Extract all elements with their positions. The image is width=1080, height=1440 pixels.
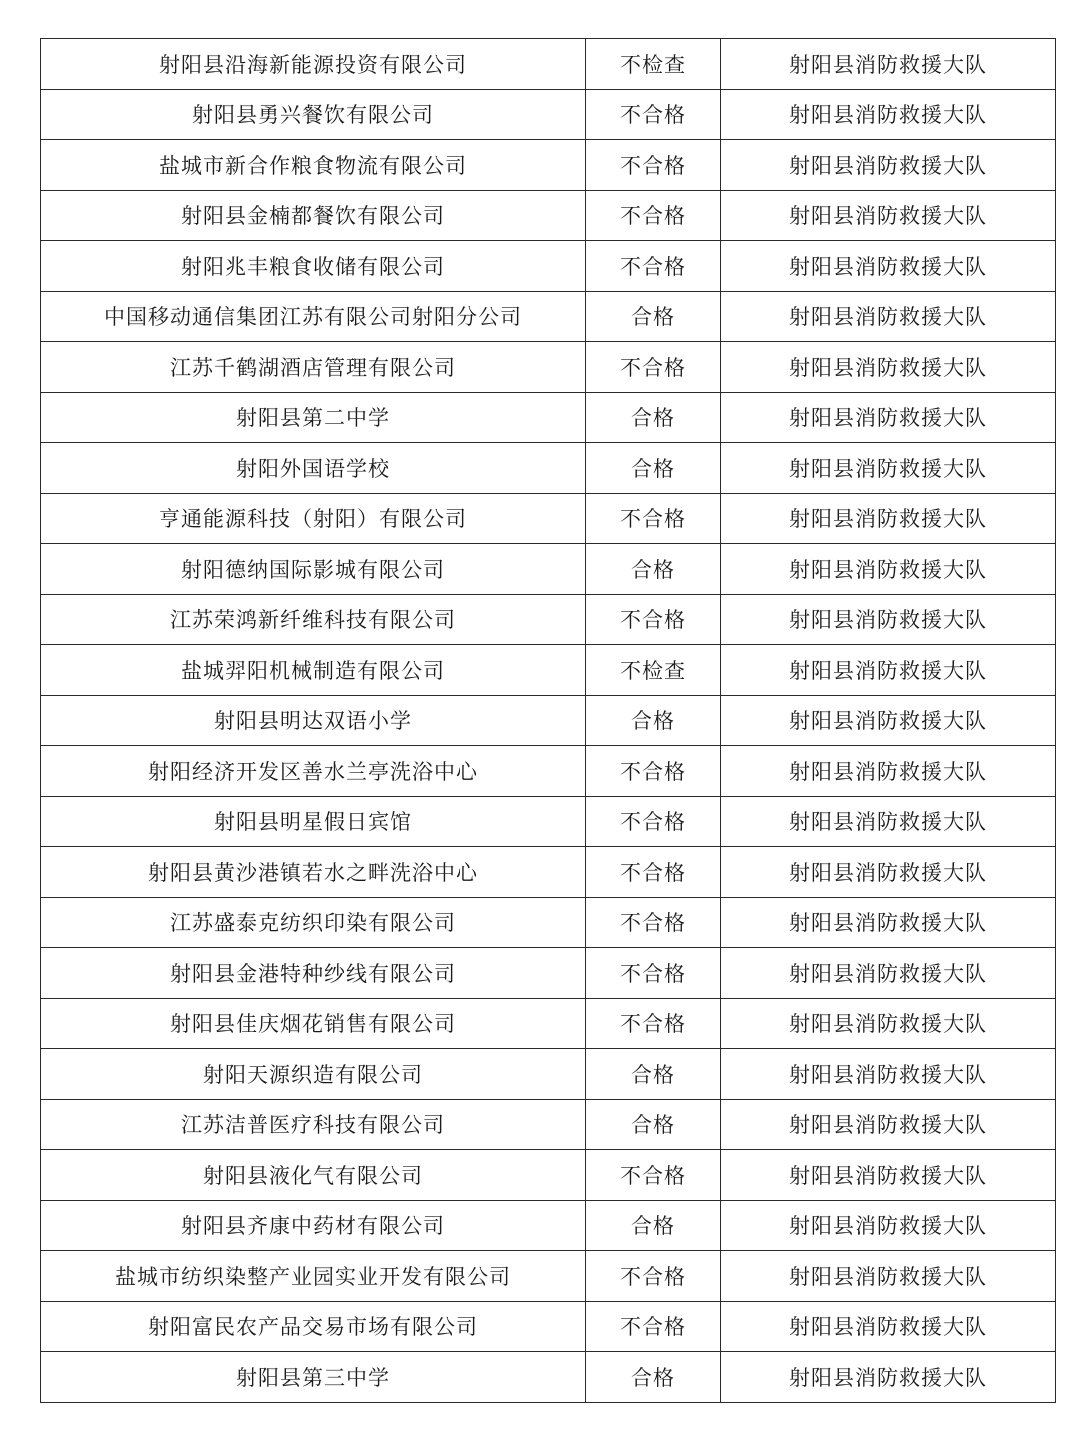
table-row [41,291,1056,342]
inspection-result-cell: 不合格 [586,998,721,1049]
inspecting-unit-cell: 射阳县消防救援大队 [721,443,1056,494]
company-name-cell: 江苏盛泰克纺织印染有限公司 [41,897,586,948]
table-row [41,695,1056,746]
inspecting-unit-cell: 射阳县消防救援大队 [721,241,1056,292]
table-row [41,39,1056,90]
inspecting-unit-cell: 射阳县消防救援大队 [721,847,1056,898]
company-name-cell: 射阳兆丰粮食收储有限公司 [41,241,586,292]
company-name-cell: 射阳县第三中学 [41,1352,586,1403]
inspecting-unit-cell: 射阳县消防救援大队 [721,998,1056,1049]
inspection-result-cell: 合格 [586,443,721,494]
inspection-result-cell: 合格 [586,1200,721,1251]
table-row [41,342,1056,393]
inspecting-unit-cell: 射阳县消防救援大队 [721,948,1056,999]
inspecting-unit-cell: 射阳县消防救援大队 [721,796,1056,847]
inspecting-unit-cell: 射阳县消防救援大队 [721,1049,1056,1100]
company-name-cell: 射阳县第二中学 [41,392,586,443]
company-name-cell: 射阳经济开发区善水兰亭洗浴中心 [41,746,586,797]
company-name-cell: 射阳县勇兴餐饮有限公司 [41,89,586,140]
inspection-result-cell: 合格 [586,1049,721,1100]
inspecting-unit-cell: 射阳县消防救援大队 [721,544,1056,595]
company-name-cell: 射阳德纳国际影城有限公司 [41,544,586,595]
table-row [41,1251,1056,1302]
inspecting-unit-cell: 射阳县消防救援大队 [721,190,1056,241]
inspection-result-cell: 不检查 [586,645,721,696]
inspecting-unit-cell: 射阳县消防救援大队 [721,1301,1056,1352]
table-row [41,241,1056,292]
inspecting-unit-cell: 射阳县消防救援大队 [721,746,1056,797]
table-row [41,594,1056,645]
inspection-result-cell: 不合格 [586,342,721,393]
company-name-cell: 射阳富民农产品交易市场有限公司 [41,1301,586,1352]
inspection-result-cell: 不合格 [586,897,721,948]
table-row [41,493,1056,544]
table-row [41,392,1056,443]
inspection-result-cell: 合格 [586,392,721,443]
inspecting-unit-cell: 射阳县消防救援大队 [721,1352,1056,1403]
inspecting-unit-cell: 射阳县消防救援大队 [721,594,1056,645]
inspecting-unit-cell: 射阳县消防救援大队 [721,392,1056,443]
company-name-cell: 江苏洁普医疗科技有限公司 [41,1099,586,1150]
table-row [41,1099,1056,1150]
table-row [41,1352,1056,1403]
table-row [41,1049,1056,1100]
inspection-result-cell: 不合格 [586,1150,721,1201]
inspection-result-cell: 合格 [586,1099,721,1150]
company-name-cell: 江苏千鹤湖酒店管理有限公司 [41,342,586,393]
table-row [41,897,1056,948]
inspection-result-cell: 不合格 [586,89,721,140]
inspecting-unit-cell: 射阳县消防救援大队 [721,342,1056,393]
table-row [41,1301,1056,1352]
inspection-result-cell: 不合格 [586,847,721,898]
table-row [41,140,1056,191]
company-name-cell: 亨通能源科技（射阳）有限公司 [41,493,586,544]
table-row [41,544,1056,595]
table-row [41,1150,1056,1201]
table-body [41,39,1056,1403]
inspecting-unit-cell: 射阳县消防救援大队 [721,1150,1056,1201]
inspection-result-cell: 不合格 [586,594,721,645]
table-row [41,1200,1056,1251]
company-name-cell: 射阳县沿海新能源投资有限公司 [41,39,586,90]
inspecting-unit-cell: 射阳县消防救援大队 [721,1251,1056,1302]
inspecting-unit-cell: 射阳县消防救援大队 [721,39,1056,90]
inspection-result-cell: 不合格 [586,190,721,241]
inspection-result-cell: 不合格 [586,1301,721,1352]
inspection-result-cell: 不合格 [586,493,721,544]
company-name-cell: 射阳县金港特种纱线有限公司 [41,948,586,999]
inspecting-unit-cell: 射阳县消防救援大队 [721,645,1056,696]
company-name-cell: 射阳县佳庆烟花销售有限公司 [41,998,586,1049]
inspecting-unit-cell: 射阳县消防救援大队 [721,493,1056,544]
table-row [41,948,1056,999]
company-name-cell: 射阳县明达双语小学 [41,695,586,746]
company-name-cell: 射阳县黄沙港镇若水之畔洗浴中心 [41,847,586,898]
table-row [41,796,1056,847]
inspection-result-cell: 不合格 [586,1251,721,1302]
inspecting-unit-cell: 射阳县消防救援大队 [721,897,1056,948]
company-name-cell: 江苏荣鸿新纤维科技有限公司 [41,594,586,645]
inspecting-unit-cell: 射阳县消防救援大队 [721,1099,1056,1150]
company-name-cell: 射阳县金楠都餐饮有限公司 [41,190,586,241]
table-row [41,443,1056,494]
table-row [41,746,1056,797]
inspecting-unit-cell: 射阳县消防救援大队 [721,89,1056,140]
company-name-cell: 盐城市纺织染整产业园实业开发有限公司 [41,1251,586,1302]
inspection-result-cell: 合格 [586,544,721,595]
company-name-cell: 中国移动通信集团江苏有限公司射阳分公司 [41,291,586,342]
company-name-cell: 盐城羿阳机械制造有限公司 [41,645,586,696]
table-row [41,998,1056,1049]
inspection-table-container [40,38,1055,1403]
company-name-cell: 射阳天源织造有限公司 [41,1049,586,1100]
inspection-results-table [40,38,1056,1403]
inspection-result-cell: 不合格 [586,140,721,191]
inspection-result-cell: 不合格 [586,796,721,847]
inspection-result-cell: 不合格 [586,746,721,797]
company-name-cell: 射阳县齐康中药材有限公司 [41,1200,586,1251]
company-name-cell: 射阳外国语学校 [41,443,586,494]
company-name-cell: 盐城市新合作粮食物流有限公司 [41,140,586,191]
inspection-result-cell: 不合格 [586,241,721,292]
inspecting-unit-cell: 射阳县消防救援大队 [721,695,1056,746]
table-row [41,89,1056,140]
inspecting-unit-cell: 射阳县消防救援大队 [721,140,1056,191]
inspection-result-cell: 不合格 [586,948,721,999]
company-name-cell: 射阳县明星假日宾馆 [41,796,586,847]
inspecting-unit-cell: 射阳县消防救援大队 [721,1200,1056,1251]
inspection-result-cell: 合格 [586,1352,721,1403]
company-name-cell: 射阳县液化气有限公司 [41,1150,586,1201]
table-row [41,847,1056,898]
inspection-result-cell: 合格 [586,695,721,746]
inspection-result-cell: 不检查 [586,39,721,90]
table-row [41,190,1056,241]
inspecting-unit-cell: 射阳县消防救援大队 [721,291,1056,342]
inspection-result-cell: 合格 [586,291,721,342]
table-row [41,645,1056,696]
